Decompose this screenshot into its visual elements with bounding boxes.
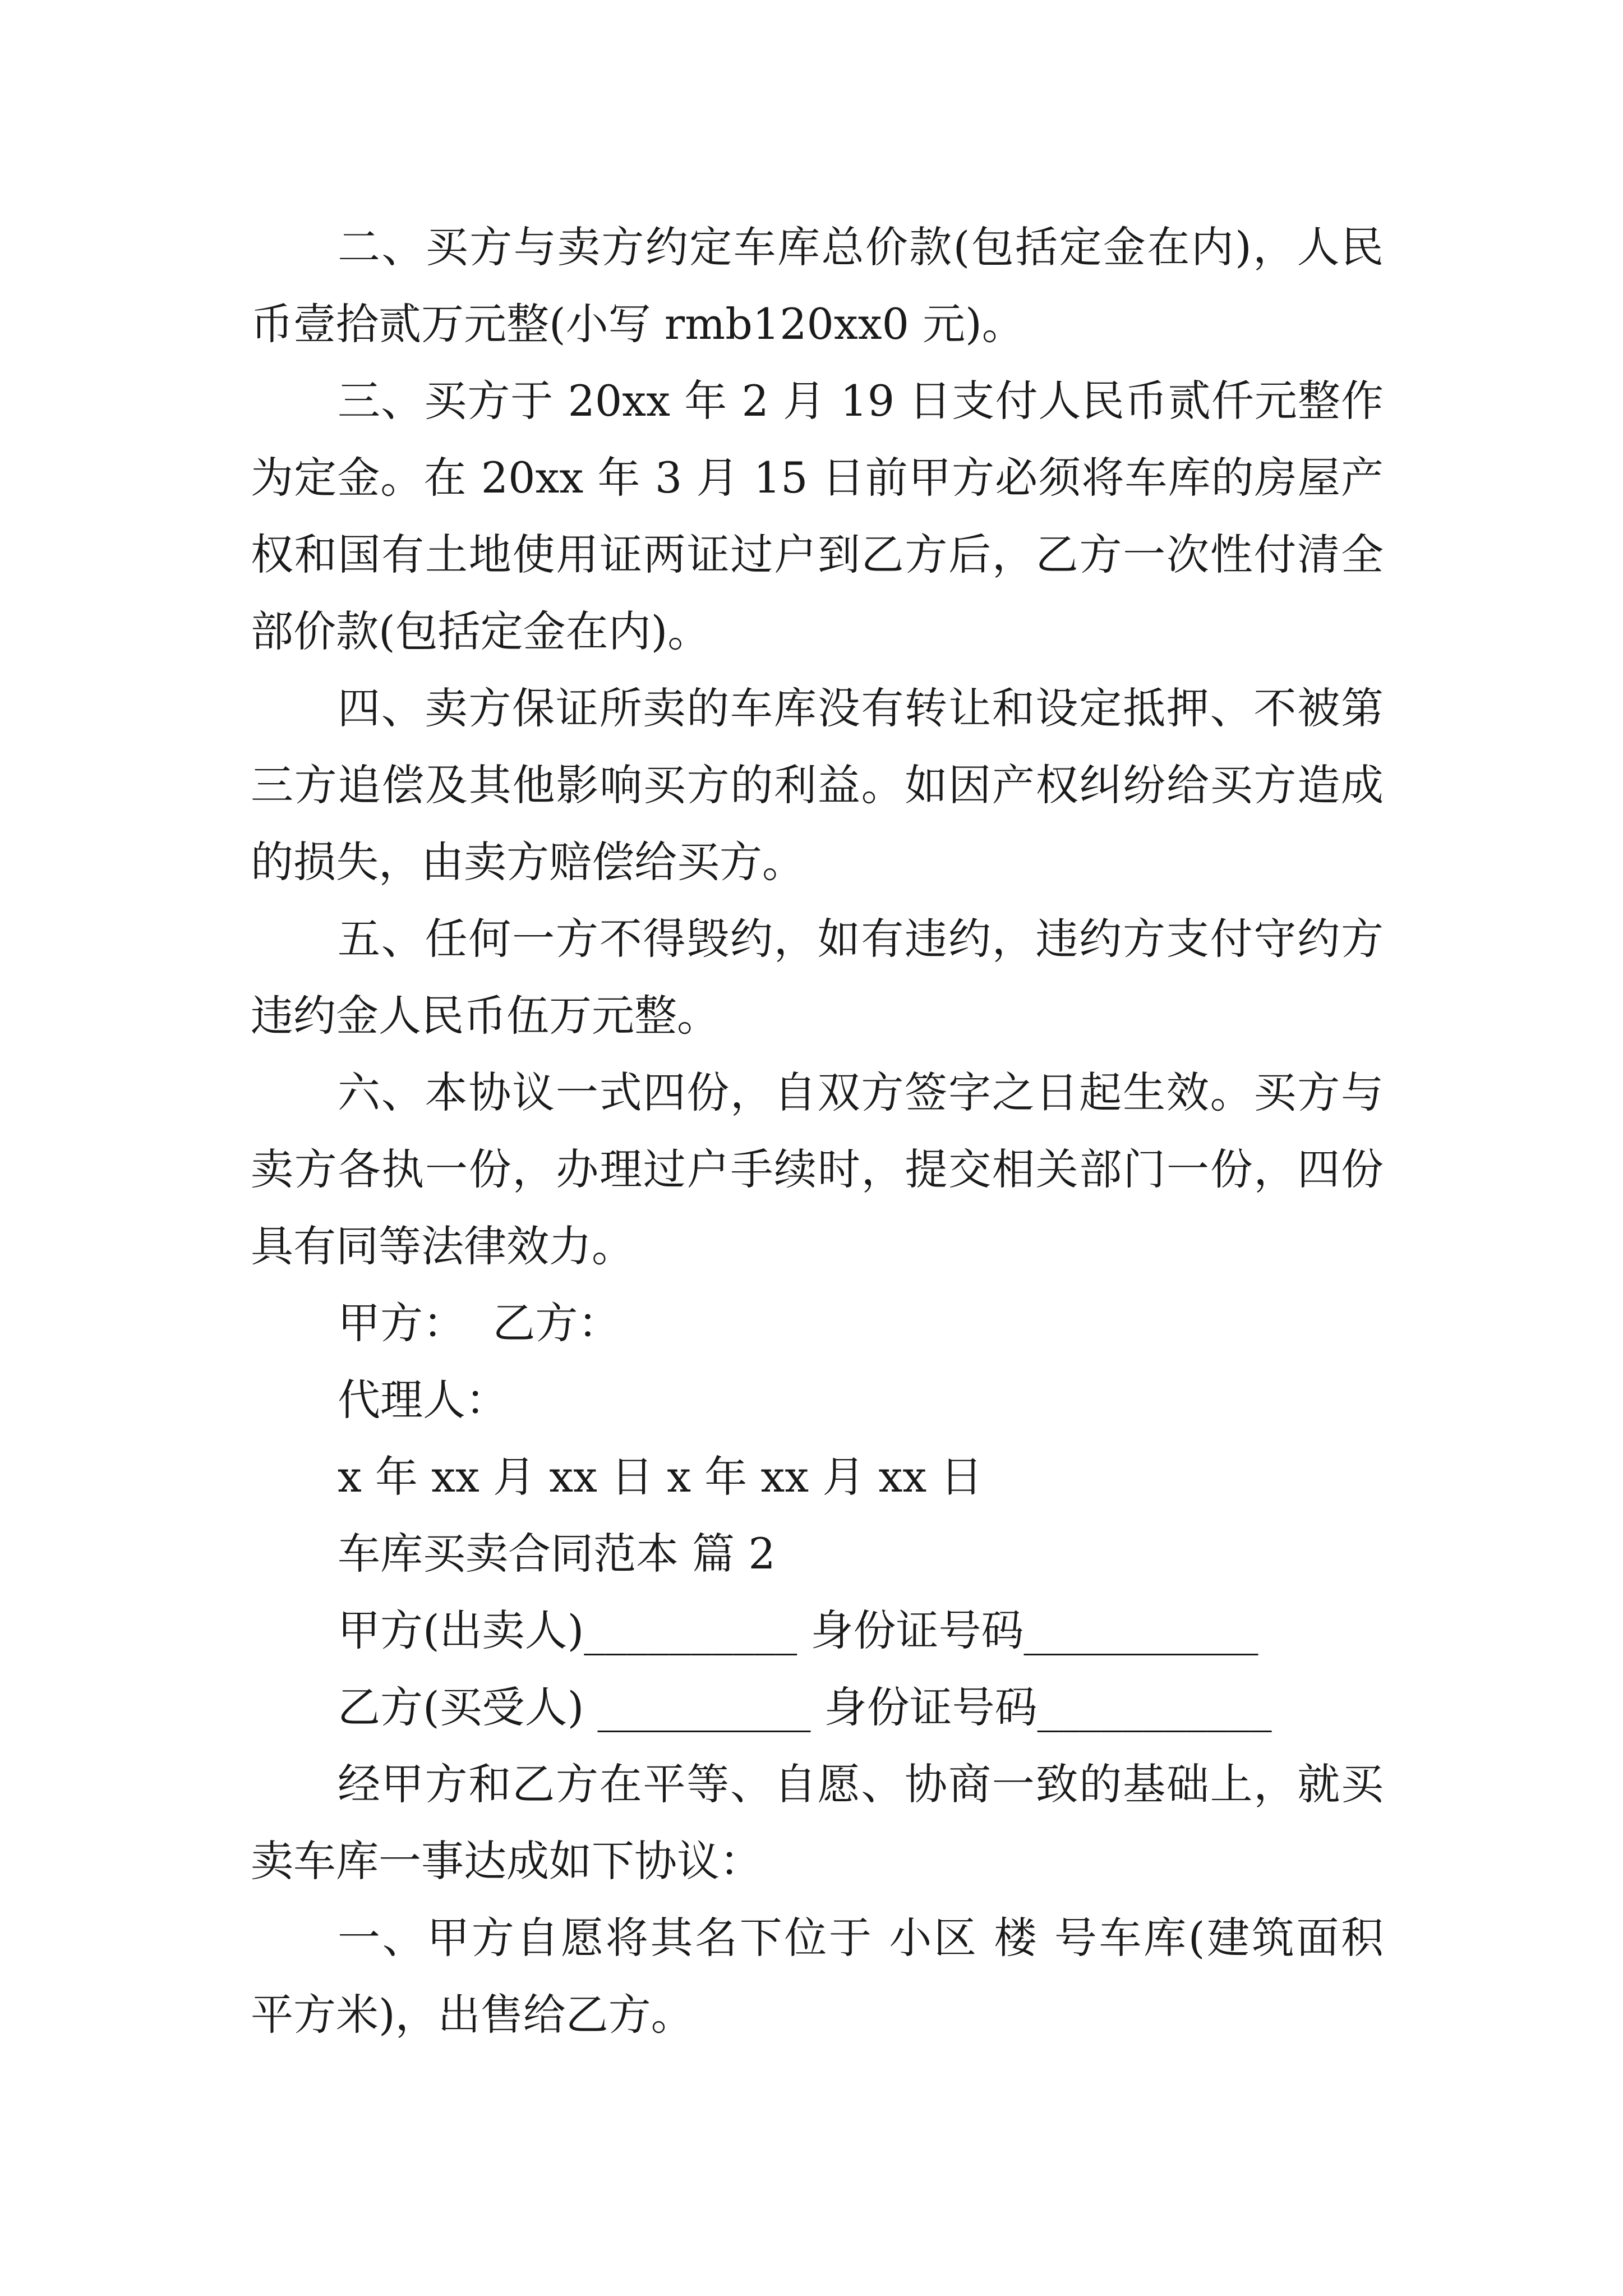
signature-parties: 甲方： 乙方： [338, 1298, 621, 1348]
clause-4-guarantee: 四、卖方保证所卖的车库没有转让和设定抵押、不被第三方追偿及其他影响买方的利益。如因产权纠纷给买方造成的损失，由卖方赔偿给买方。 [251, 683, 1384, 887]
clause-2-price: 二、买方与卖方约定车库总价款(包括定金在内)，人民币壹拾贰万元整(小写 rmb120xx0 元)。 [251, 222, 1384, 349]
clause-6-copies: 六、本协议一式四份，自双方签字之日起生效。买方与卖方各执一份，办理过户手续时，提交相关部门一份，四份具有同等法律效力。 [251, 1068, 1384, 1271]
party-b-line: 乙方(买受人) __________ 身份证号码___________ [338, 1682, 1272, 1732]
agreement-intro: 经甲方和乙方在平等、自愿、协商一致的基础上，就买卖车库一事达成如下协议： [251, 1759, 1384, 1886]
document-body [251, 209, 1384, 2053]
section-title: 车库买卖合同范本 篇 2 [338, 1529, 776, 1579]
clause-3-payment: 三、买方于 20xx 年 2 月 19 日支付人民币贰仟元整作为定金。在 20xx 年 3 月 15 日前甲方必须将车库的房屋产权和国有土地使用证两证过户到乙方后，乙方一次性付清全部价款(包括定金在内)。 [251, 376, 1384, 656]
date-line: x 年 xx 月 xx 日 x 年 xx 月 xx 日 [338, 1452, 983, 1502]
party-a-line: 甲方(出卖人)__________ 身份证号码___________ [338, 1605, 1258, 1655]
clause-1-property: 一、甲方自愿将其名下位于 小区 楼 号车库(建筑面积 平方米)，出售给乙方。 [251, 1913, 1384, 2040]
agent-line: 代理人： [338, 1375, 508, 1425]
clause-5-breach: 五、任何一方不得毁约，如有违约，违约方支付守约方违约金人民币伍万元整。 [251, 914, 1384, 1041]
